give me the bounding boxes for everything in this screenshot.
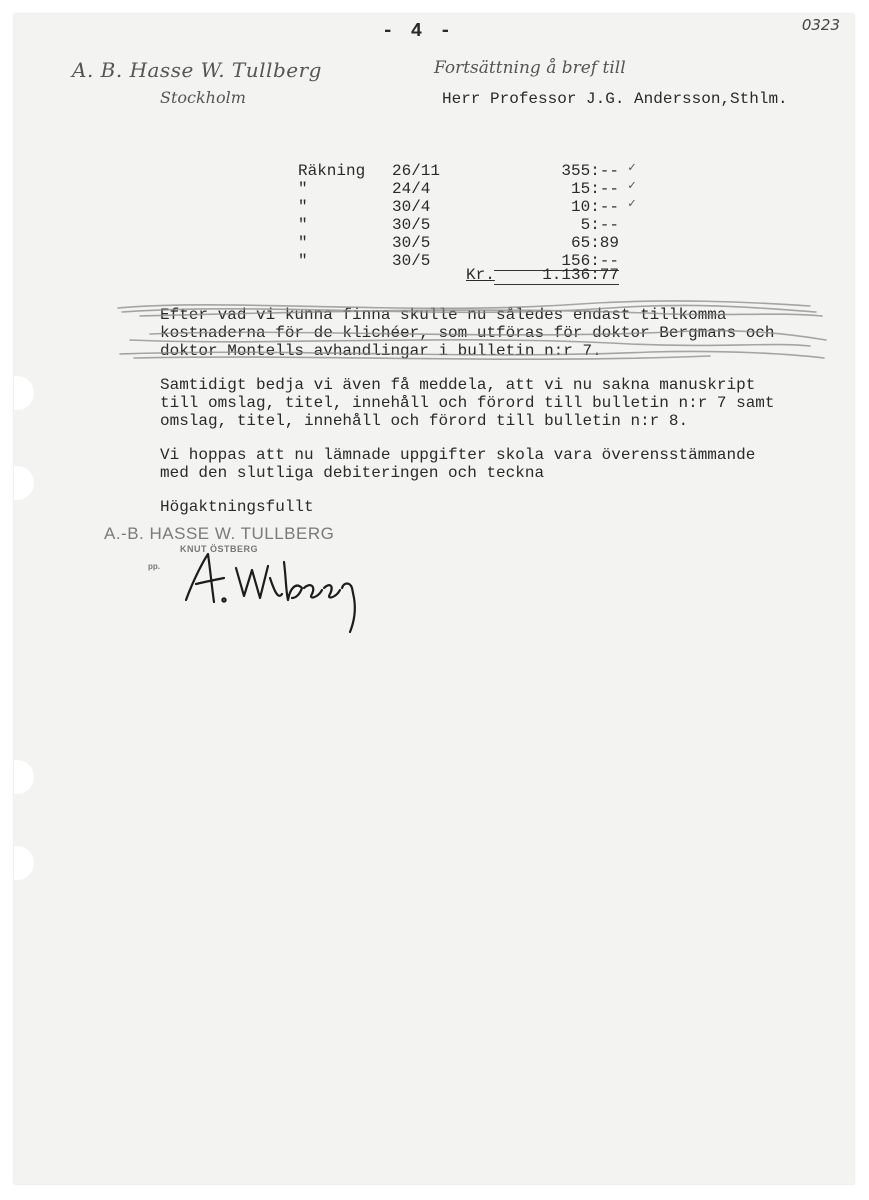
paragraph-line: kostnaderna för de klichéer, som utföras för doktor Bergmans och — [160, 324, 775, 342]
total-amount: 1.136:77 — [494, 266, 619, 285]
pencil-strikethrough — [110, 294, 830, 364]
letterhead-company: A. B. Hasse W. Tullberg — [72, 58, 322, 82]
invoice-amount: 15:-- — [570, 180, 619, 198]
invoice-amount: 10:-- — [570, 198, 619, 216]
check-mark: ✓ — [628, 178, 636, 193]
company-stamp: A.-B. HASSE W. TULLBERG — [104, 524, 335, 543]
invoice-label: " — [298, 252, 308, 270]
paragraph-line: omslag, titel, innehåll och förord till bulletin n:r 8. — [160, 412, 689, 430]
continuation-note: Fortsättning å bref till — [434, 58, 626, 78]
punch-hole — [14, 760, 34, 794]
invoice-label: " — [298, 180, 308, 198]
invoice-label: " — [298, 198, 308, 216]
invoice-date: 26/11 — [392, 162, 441, 180]
archive-number: 0323 — [801, 16, 840, 34]
closing: Högaktningsfullt — [160, 498, 314, 516]
recipient: Herr Professor J.G. Andersson,Sthlm. — [442, 90, 788, 108]
invoice-label: " — [298, 234, 308, 252]
handwritten-signature — [174, 548, 374, 638]
invoice-date: 30/5 — [392, 252, 431, 270]
invoice-date: 30/5 — [392, 234, 431, 252]
paragraph-line: Samtidigt bedja vi även få meddela, att vi nu sakna manuskript — [160, 376, 756, 394]
paragraph-line: till omslag, titel, innehåll och förord till bulletin n:r 7 samt — [160, 394, 775, 412]
invoice-amount: 156:-- — [494, 252, 619, 271]
invoice-date: 30/4 — [392, 198, 431, 216]
paragraph-line: doktor Montells avhandlingar i bulletin n:r 7. — [160, 342, 602, 360]
letter-page — [14, 14, 854, 1184]
check-mark: ✓ — [628, 196, 636, 211]
invoice-amount: 65:89 — [570, 234, 619, 252]
paragraph-line: Efter vad vi kunna finna skulle nu således endast tillkomma — [160, 306, 727, 324]
invoice-amount: 5:-- — [580, 216, 619, 234]
invoice-amount: 355:-- — [561, 162, 619, 180]
punch-hole — [14, 466, 34, 500]
punch-hole — [14, 376, 34, 410]
total-label: Kr. — [466, 266, 495, 284]
invoice-label: Räkning — [298, 162, 366, 180]
invoice-date: 30/5 — [392, 216, 431, 234]
paragraph-line: med den slutliga debiteringen och teckna — [160, 464, 545, 482]
paragraph-line: Vi hoppas att nu lämnade uppgifter skola vara överensstämmande — [160, 446, 756, 464]
punch-hole — [14, 846, 34, 880]
check-mark: ✓ — [628, 160, 636, 175]
page-number: - 4 - — [382, 20, 455, 42]
letterhead-city: Stockholm — [160, 88, 246, 107]
stamp-per-procura: pp. — [148, 562, 160, 571]
invoice-date: 24/4 — [392, 180, 431, 198]
invoice-label: " — [298, 216, 308, 234]
stamp-name: KNUT ÖSTBERG — [180, 544, 258, 554]
